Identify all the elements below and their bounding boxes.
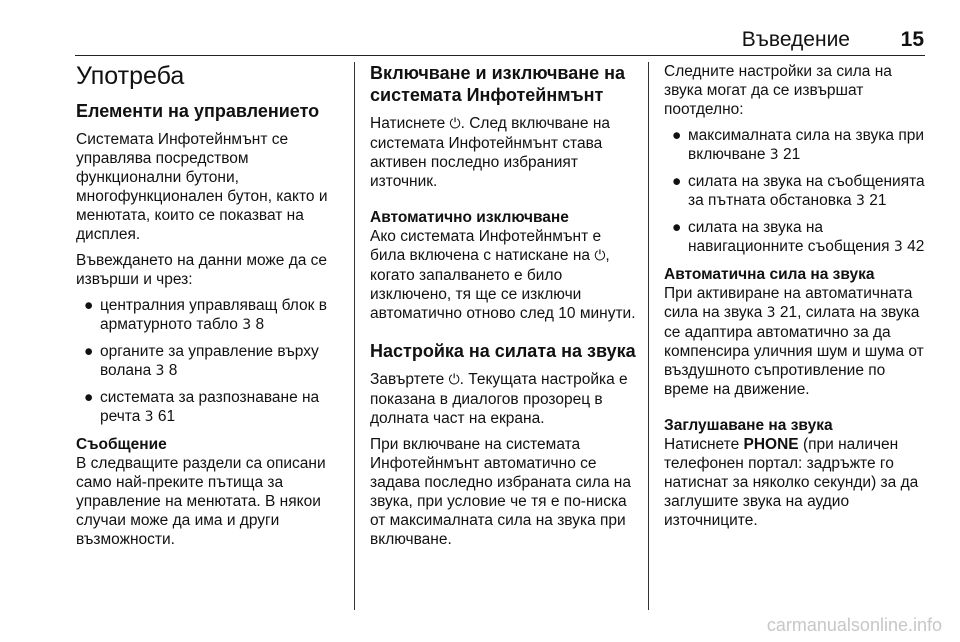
bullet-icon: ● xyxy=(672,219,682,236)
section-title: Въведение xyxy=(741,28,850,51)
page-ref-arrow-icon: 3 xyxy=(893,239,903,255)
page-header xyxy=(0,28,960,54)
column-1 xyxy=(76,62,344,556)
bullet-icon: ● xyxy=(672,127,682,144)
bullet-icon: ● xyxy=(672,173,682,190)
bullet-icon: ● xyxy=(84,389,94,406)
note-text: В следващите раздели са описани само най-преките пътища за управление на менютата. В някои случаи може да има и други възможности. xyxy=(76,455,326,548)
mute-paragraph: Натиснете PHONE (при наличен телефонен портал: задръжте го натиснат за няколко секунди) за да заглушите звука на аудио източниците. xyxy=(664,436,919,529)
heading-mute: Заглушаване на звука xyxy=(664,417,833,434)
page-ref[interactable]: 8 xyxy=(255,316,265,333)
auto-volume-paragraph: При активиране на автоматичната сила на звука 3 21, силата на звука се адаптира автоматично за да компенсира уличния шум и шума от въздушното съпротивление по време на движение. xyxy=(664,285,924,398)
subtitle-controls: Елементи на управлението xyxy=(76,101,320,121)
heading-volume: Настройка на силата на звука xyxy=(370,341,636,361)
volume-settings-list xyxy=(664,126,934,257)
page-ref-arrow-icon: 3 xyxy=(155,363,165,379)
auto-off-paragraph: Ако системата Инфотейнмънт е била включена с натискане на ⏻, когато запалването е било изключено, тя ще се изключи автоматично отново след 10 минути. xyxy=(370,228,636,322)
heading-auto-volume: Автоматична сила на звука xyxy=(664,266,875,283)
page-ref[interactable]: 8 xyxy=(168,362,178,379)
heading-auto-off: Автоматично изключване xyxy=(370,209,569,226)
page-ref-arrow-icon: 3 xyxy=(856,193,865,209)
input-paragraph: Въвеждането на данни може да се извърши и чрез: xyxy=(76,252,328,288)
header-divider xyxy=(75,55,925,56)
intro-paragraph: Системата Инфотейнмънт се управлява посредством функционални бутони, многофункционален бутон, както и менютата, които се показват на дисплея. xyxy=(76,131,328,243)
column-2 xyxy=(370,62,638,556)
bullet-icon: ● xyxy=(84,297,94,314)
list-item: ● органите за управление върху волана 3 8 xyxy=(84,343,319,379)
list-item: ● силата на звука на навигационните съобщения 3 42 xyxy=(672,219,925,255)
list-item: ● системата за разпознаване на речта 3 61 xyxy=(84,389,320,425)
page-ref[interactable]: 21 xyxy=(783,146,801,163)
list-item: ● максималната сила на звука при включване 3 21 xyxy=(672,127,924,163)
power-icon: ⏻ xyxy=(448,372,460,388)
volume-paragraph: Завъртете ⏻. Текущата настройка е показана в диалогов прозорец в долната част на екрана. xyxy=(370,371,628,427)
page-number: 15 xyxy=(900,28,924,51)
list-item: ● силата на звука на съобщенията за пътната обстановка 3 21 xyxy=(672,173,925,209)
page-ref[interactable]: 42 xyxy=(907,238,925,255)
bullet-icon: ● xyxy=(84,343,94,360)
page-ref-arrow-icon: 3 xyxy=(769,147,779,163)
page-title: Употреба xyxy=(76,62,185,90)
power-icon: ⏻ xyxy=(594,248,606,264)
settings-intro: Следните настройки за сила на звука могат да се извършат поотделно: xyxy=(664,63,892,118)
page-ref-arrow-icon: 3 xyxy=(766,305,776,321)
column-divider-1 xyxy=(354,62,355,610)
page-ref[interactable]: 21 xyxy=(869,192,887,209)
power-paragraph: Натиснете ⏻. След включване на системата Инфотейнмънт става активен последно избраният източник. xyxy=(370,115,611,190)
page-ref[interactable]: 61 xyxy=(157,408,176,425)
column-divider-2 xyxy=(648,62,649,610)
power-icon: ⏻ xyxy=(449,116,461,132)
heading-power: Включване и изключване на системата Инфотейнмънт xyxy=(370,63,626,105)
watermark: carmanualsonline.info xyxy=(766,615,942,635)
column-3 xyxy=(664,62,934,537)
note-heading: Съобщение xyxy=(76,436,167,453)
input-methods-list xyxy=(76,296,344,427)
page-ref-arrow-icon: 3 xyxy=(144,409,154,425)
phone-button-label: PHONE xyxy=(743,436,799,453)
list-item: ● централния управляващ блок в арматурното табло 3 8 xyxy=(84,297,327,333)
page-ref[interactable]: 21 xyxy=(779,304,798,321)
page-ref-arrow-icon: 3 xyxy=(242,317,252,333)
volume-startup-paragraph: При включване на системата Инфотейнмънт автоматично се задава последно избраната сила на звука, при условие че тя е по-ниска от максималната сила на звука при включване. xyxy=(370,436,631,548)
